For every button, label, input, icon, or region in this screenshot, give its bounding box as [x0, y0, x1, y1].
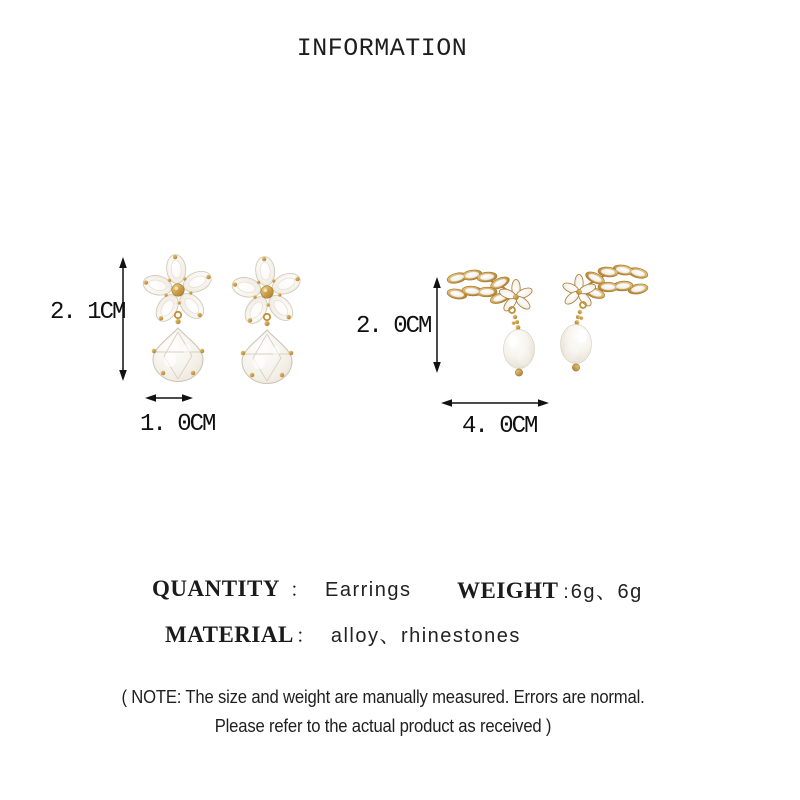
note-line-1: ( NOTE: The size and weight are manually measured. Errors are normal. — [121, 686, 645, 707]
weight-label: WEIGHT — [457, 578, 559, 603]
width-label-pair2: 4. 0CM — [462, 413, 537, 440]
height-arrow-pair2 — [431, 277, 443, 373]
width-arrow-pair2 — [441, 397, 549, 409]
quantity-separator: ： — [289, 580, 309, 601]
material-row — [165, 619, 521, 648]
weight-separator: : — [563, 582, 569, 603]
note-line-2: Please refer to the actual product as received ) — [214, 715, 552, 736]
weight-value: 6g、6g — [570, 581, 643, 603]
quantity-value: Earrings — [324, 579, 412, 601]
leaf-earring-right-illustration — [552, 262, 652, 376]
material-value: alloy、rhinestones — [330, 625, 521, 647]
weight-row — [457, 575, 643, 604]
height-label-pair2: 2. 0CM — [356, 313, 431, 340]
leaf-earring-left-illustration — [443, 267, 543, 381]
width-label-pair1: 1. 0CM — [140, 411, 215, 438]
width-arrow-pair1 — [145, 392, 193, 404]
quantity-label: QUANTITY — [152, 576, 280, 601]
flower-earring-right-illustration — [229, 250, 305, 386]
quantity-row — [152, 575, 411, 602]
flower-earring-left-illustration — [140, 248, 216, 384]
note-block — [23, 682, 743, 740]
material-label: MATERIAL — [165, 622, 294, 647]
material-separator: ： — [295, 626, 315, 647]
height-label-pair1: 2. 1CM — [50, 299, 125, 326]
page-title: INFORMATION — [296, 34, 468, 63]
